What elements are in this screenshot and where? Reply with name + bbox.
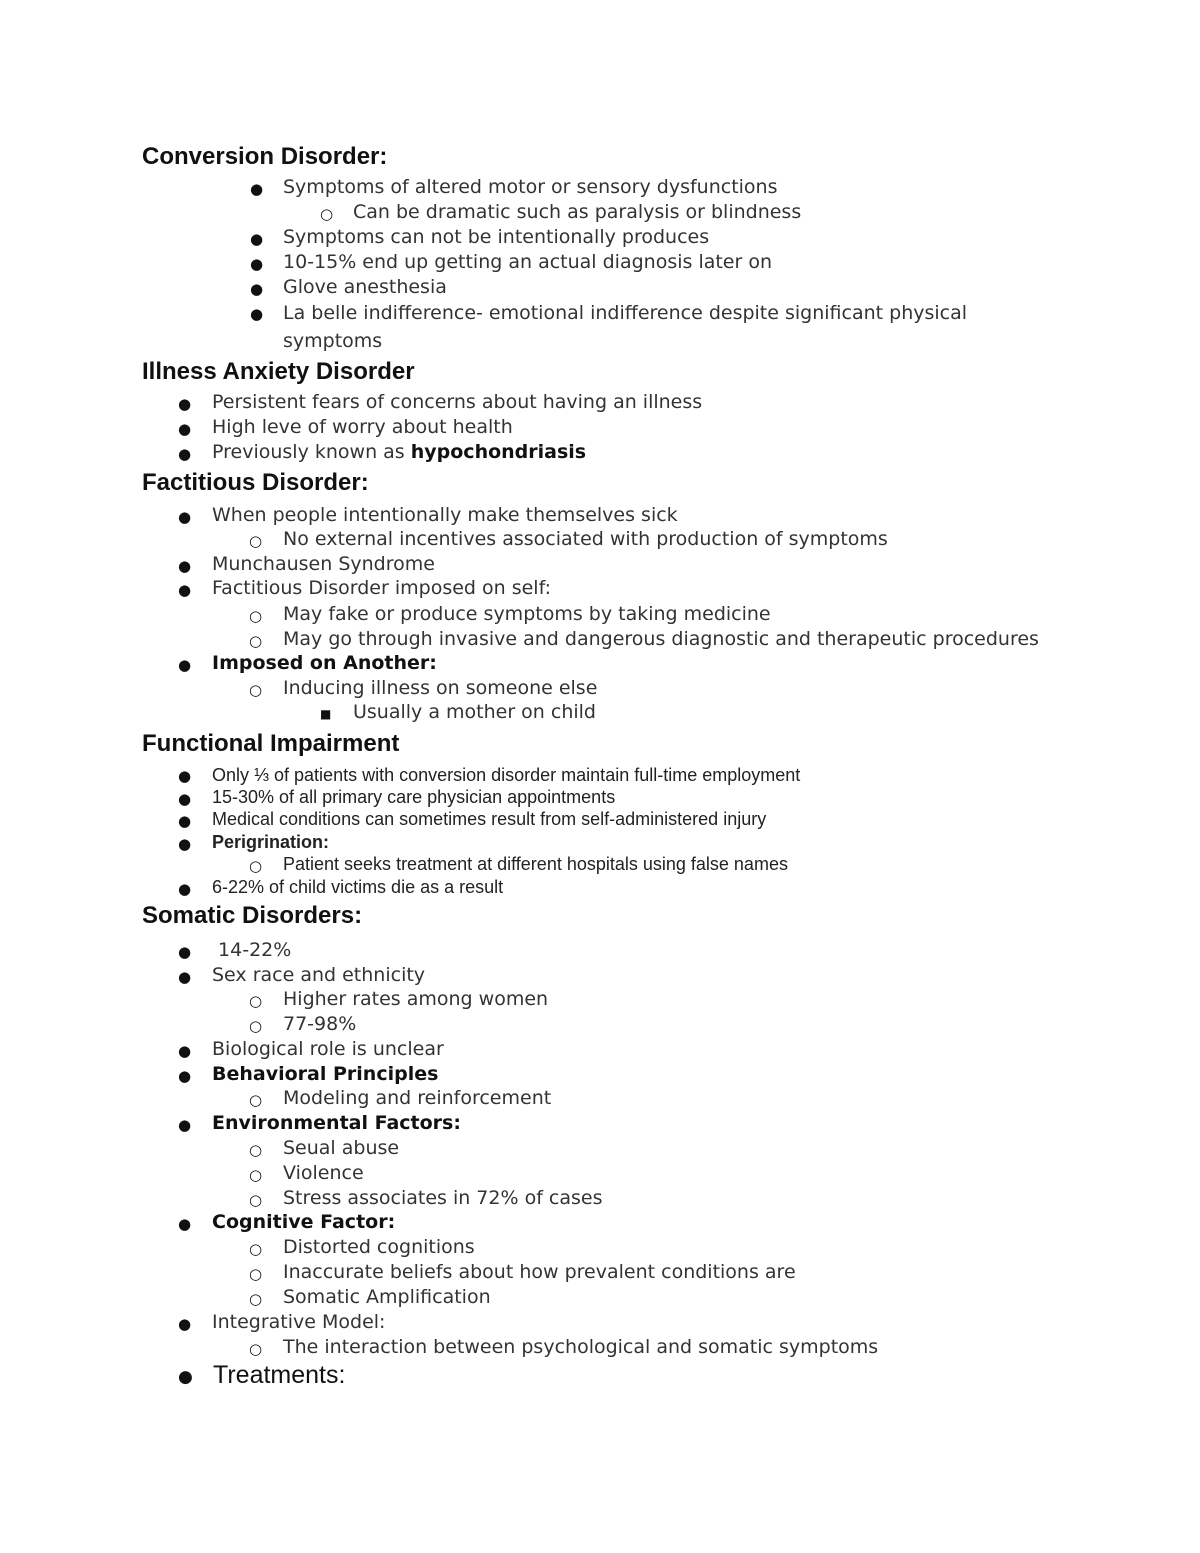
- bullet-disc-icon: ●: [250, 280, 264, 298]
- bullet-circle-icon: ○: [249, 532, 263, 550]
- bullet-disc-icon: ●: [178, 767, 192, 785]
- bullet-disc-icon: ●: [250, 255, 264, 273]
- bullet-disc-icon: ●: [178, 1042, 192, 1060]
- list-item: 14-22%: [212, 939, 292, 961]
- bullet-disc-icon: ●: [178, 880, 192, 898]
- list-item: Modeling and reinforcement: [283, 1087, 552, 1109]
- bullet-disc-icon: ●: [178, 581, 192, 599]
- list-item: Biological role is unclear: [212, 1038, 444, 1060]
- bullet-disc-icon: ●: [178, 968, 192, 986]
- list-item: Patient seeks treatment at different hospitals using false names: [283, 854, 788, 874]
- list-item: 6-22% of child victims die as a result: [212, 877, 504, 897]
- list-item: Only ⅓ of patients with conversion disorder maintain full-time employment: [212, 765, 801, 785]
- heading-somatic-disorders: Somatic Disorders:: [142, 902, 363, 929]
- heading-conversion-disorder: Conversion Disorder:: [142, 143, 388, 170]
- bullet-disc-icon: ●: [178, 943, 192, 961]
- list-item: When people intentionally make themselves sick: [212, 504, 678, 526]
- bullet-circle-icon: ○: [249, 1166, 263, 1184]
- list-item: Symptoms can not be intentionally produces: [283, 226, 710, 248]
- list-item: May fake or produce symptoms by taking medicine: [283, 603, 771, 625]
- bullet-circle-icon: ○: [249, 681, 263, 699]
- list-item: 10-15% end up getting an actual diagnosis later on: [283, 251, 773, 273]
- bullet-circle-icon: ○: [249, 1240, 263, 1258]
- list-item: Munchausen Syndrome: [212, 553, 435, 575]
- bullet-circle-icon: ○: [249, 1191, 263, 1209]
- bullet-disc-icon: ●: [250, 305, 264, 323]
- bullet-disc-icon: ●: [178, 812, 192, 830]
- list-item: Symptoms of altered motor or sensory dysfunctions: [283, 176, 778, 198]
- list-item: High leve of worry about health: [212, 416, 513, 438]
- heading-factitious-disorder: Factitious Disorder:: [142, 469, 369, 496]
- list-item: 15-30% of all primary care physician appointments: [212, 787, 616, 807]
- list-item: Inducing illness on someone else: [283, 677, 598, 699]
- bullet-disc-icon: ●: [178, 1215, 192, 1233]
- bullet-disc-icon: ●: [250, 180, 264, 198]
- bullet-circle-icon: ○: [249, 1340, 263, 1358]
- bullet-circle-icon: ○: [249, 1141, 263, 1159]
- list-item: Persistent fears of concerns about having an illness: [212, 391, 703, 413]
- list-item: Stress associates in 72% of cases: [283, 1187, 603, 1209]
- list-item: [212, 440, 586, 465]
- bullet-circle-icon: ○: [249, 1017, 263, 1035]
- heading-illness-anxiety-disorder: Illness Anxiety Disorder: [142, 358, 415, 385]
- list-item: Distorted cognitions: [283, 1236, 475, 1258]
- list-item: Environmental Factors:: [212, 1112, 461, 1134]
- list-item: Integrative Model:: [212, 1311, 386, 1333]
- bullet-disc-icon: ●: [178, 1067, 192, 1085]
- bullet-circle-icon: ○: [249, 607, 263, 625]
- bullet-disc-icon: ●: [178, 1367, 193, 1387]
- list-item: Can be dramatic such as paralysis or blindness: [353, 201, 802, 223]
- heading-functional-impairment: Functional Impairment: [142, 730, 400, 757]
- list-item: Perigrination:: [212, 832, 330, 852]
- list-item: Cognitive Factor:: [212, 1211, 396, 1233]
- bullet-circle-icon: ○: [249, 992, 263, 1010]
- list-item: Higher rates among women: [283, 988, 549, 1010]
- list-item: Sex race and ethnicity: [212, 964, 426, 986]
- bullet-disc-icon: ●: [178, 420, 192, 438]
- bullet-disc-icon: ●: [178, 557, 192, 575]
- list-item: Treatments:: [213, 1361, 346, 1389]
- list-item: Imposed on Another:: [212, 652, 437, 674]
- bullet-circle-icon: ○: [249, 1265, 263, 1283]
- list-item: The interaction between psychological and somatic symptoms: [283, 1336, 879, 1358]
- bullet-disc-icon: ●: [178, 445, 192, 463]
- bullet-disc-icon: ●: [178, 508, 192, 526]
- list-item: Somatic Amplification: [283, 1286, 491, 1308]
- list-item: Seual abuse: [283, 1137, 400, 1159]
- bullet-disc-icon: ●: [178, 1315, 192, 1333]
- bullet-disc-icon: ●: [178, 395, 192, 413]
- list-item: La belle indifference- emotional indifference despite significant physical symptoms: [283, 302, 968, 352]
- bullet-disc-icon: ●: [250, 230, 264, 248]
- bullet-disc-icon: ●: [178, 1116, 192, 1134]
- list-item: 77-98%: [283, 1013, 357, 1035]
- list-item: Medical conditions can sometimes result from self-administered injury: [212, 809, 767, 829]
- list-item: Inaccurate beliefs about how prevalent conditions are: [283, 1261, 796, 1283]
- bullet-square-icon: ■: [320, 707, 332, 721]
- bullet-disc-icon: ●: [178, 835, 192, 853]
- bullet-circle-icon: ○: [249, 857, 263, 875]
- list-item-text: Previously known as: [212, 441, 411, 463]
- bullet-circle-icon: ○: [249, 632, 263, 650]
- list-item: Factitious Disorder imposed on self:: [212, 577, 551, 599]
- list-item: May go through invasive and dangerous diagnostic and therapeutic procedures: [283, 628, 1039, 650]
- bullet-circle-icon: ○: [249, 1091, 263, 1109]
- bullet-circle-icon: ○: [320, 205, 334, 223]
- list-item: No external incentives associated with production of symptoms: [283, 528, 888, 550]
- bullet-disc-icon: ●: [178, 790, 192, 808]
- list-item: Violence: [283, 1162, 364, 1184]
- list-item: Glove anesthesia: [283, 276, 447, 298]
- key-term: hypochondriasis: [410, 441, 587, 463]
- list-item: Usually a mother on child: [353, 701, 596, 723]
- list-item: Behavioral Principles: [212, 1063, 439, 1085]
- bullet-disc-icon: ●: [178, 656, 192, 674]
- bullet-circle-icon: ○: [249, 1290, 263, 1308]
